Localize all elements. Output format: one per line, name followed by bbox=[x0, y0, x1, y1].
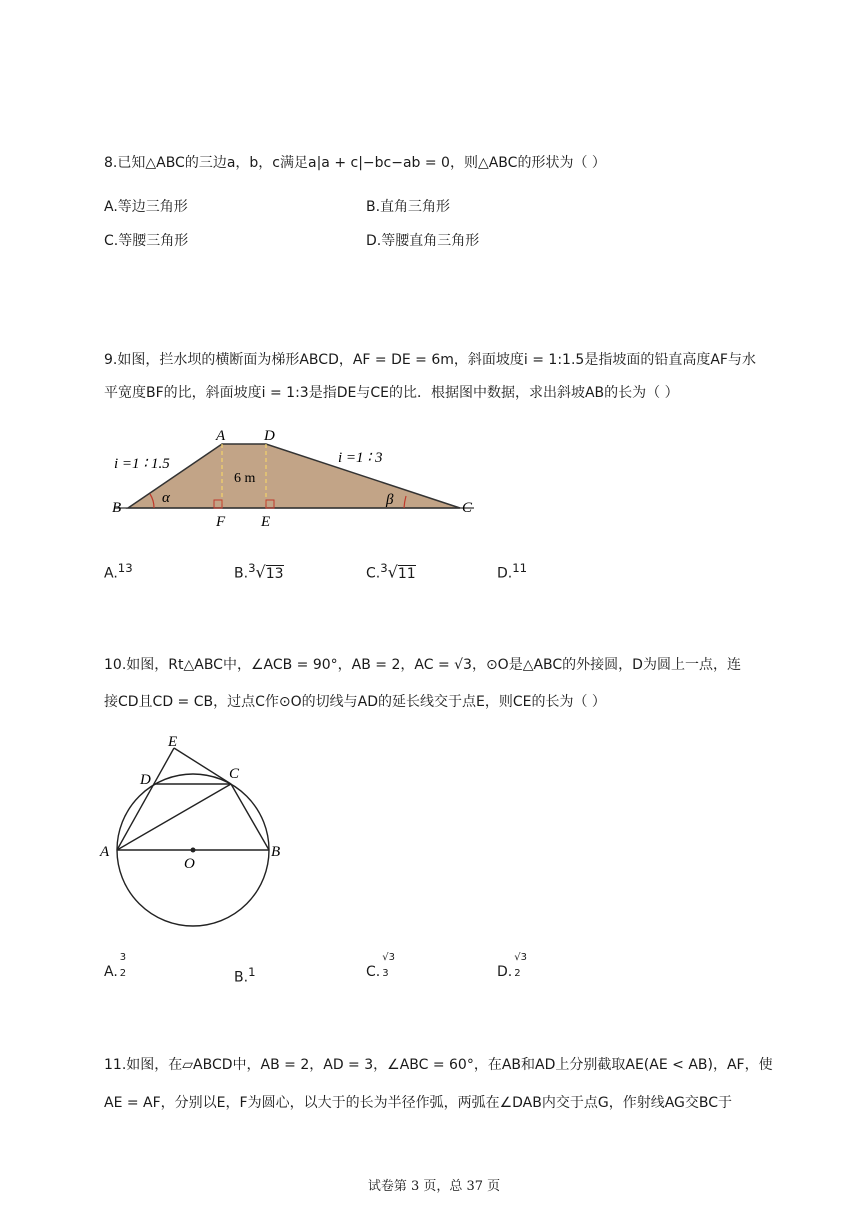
q8-option-b[interactable]: B.直角三角形 bbox=[366, 199, 451, 215]
q9-stem-line2: 平宽度BF的比，斜面坡度i = 1:3是指DE与CE的比．根据图中数据，求出斜坡AB的长为（ ） bbox=[104, 385, 679, 401]
q9-option-d-prefix: D. bbox=[497, 565, 513, 582]
label-e: E bbox=[168, 734, 178, 750]
sqrt-icon: √ bbox=[387, 562, 398, 582]
label-c: C bbox=[462, 500, 473, 516]
page-footer: 试卷第 3 页，总 37 页 bbox=[367, 1179, 501, 1194]
q10-option-d-num: √3 bbox=[514, 952, 527, 963]
label-e: E bbox=[261, 514, 271, 530]
chord-ac bbox=[117, 784, 231, 850]
chord-cb bbox=[231, 784, 269, 850]
label-height: 6 m bbox=[234, 471, 256, 486]
q10-option-c-fraction bbox=[380, 952, 395, 982]
label-a: A bbox=[100, 844, 110, 860]
q10-option-a-prefix: A. bbox=[104, 964, 118, 980]
q10-option-d-prefix: D. bbox=[497, 964, 513, 980]
label-d: D bbox=[264, 428, 275, 444]
q10-option-b-prefix: B. bbox=[234, 969, 249, 986]
tangent-ce bbox=[174, 748, 231, 784]
q9-option-a[interactable] bbox=[104, 558, 133, 584]
label-o: O bbox=[184, 856, 195, 872]
q9-option-c-coef: 3 bbox=[380, 561, 388, 575]
label-b: B bbox=[271, 844, 281, 860]
label-slope-right: i =1 ∶ 3 bbox=[338, 450, 383, 466]
label-a: A bbox=[216, 428, 226, 444]
q9-stem-line1: 9.如图，拦水坝的横断面为梯形ABCD，AF = DE = 6m，斜面坡度i = 1:1.5是指坡面的铅直高度AF与水 bbox=[104, 352, 756, 368]
q9-option-c-radicand: 11 bbox=[397, 565, 416, 582]
q10-option-c[interactable] bbox=[366, 952, 395, 982]
q10-option-c-den: 3 bbox=[382, 968, 389, 979]
q10-option-d-den: 2 bbox=[514, 968, 521, 979]
q11-stem-line1: 11.如图，在▱ABCD中，AB = 2，AD = 3，∠ABC = 60°，在AB和AD上分别截取AE(AE < AB)，AF，使 bbox=[104, 1057, 773, 1073]
q9-option-a-value: 13 bbox=[117, 561, 133, 575]
q10-option-a[interactable] bbox=[104, 952, 132, 982]
q10-option-a-den: 2 bbox=[119, 968, 127, 979]
q9-option-b-radicand: 13 bbox=[265, 565, 284, 582]
sqrt-icon: √ bbox=[255, 562, 266, 582]
q10-circle-figure bbox=[96, 730, 296, 930]
q10-option-d-fraction bbox=[512, 952, 527, 982]
q10-option-b-value: 1 bbox=[248, 965, 256, 979]
label-beta: β bbox=[386, 492, 394, 508]
q9-option-b[interactable] bbox=[234, 558, 284, 584]
dam-trapezoid bbox=[128, 444, 460, 508]
q9-option-c-prefix: C. bbox=[366, 565, 381, 582]
line-ae bbox=[117, 748, 174, 850]
q10-option-b[interactable] bbox=[234, 962, 255, 988]
q10-option-d[interactable] bbox=[497, 952, 527, 982]
q9-option-d-value: 11 bbox=[512, 561, 528, 575]
label-alpha: α bbox=[162, 490, 170, 506]
center-dot bbox=[191, 848, 196, 853]
q9-option-a-prefix: A. bbox=[104, 565, 118, 582]
q8-option-d[interactable]: D.等腰直角三角形 bbox=[366, 233, 480, 249]
q10-option-a-num: 3 bbox=[119, 952, 127, 963]
q11-stem-line2: AE = AF，分别以E，F为圆心，以大于的长为半径作弧，两弧在∠DAB内交于点G，作射线AG交BC于 bbox=[104, 1095, 733, 1111]
label-c: C bbox=[229, 766, 240, 782]
q8-stem: 8.已知△ABC的三边a，b，c满足a|a + c|−bc−ab = 0，则△ABC的形状为（ ） bbox=[104, 155, 606, 171]
q10-option-a-fraction bbox=[118, 952, 132, 982]
q9-option-b-coef: 3 bbox=[248, 561, 256, 575]
q9-dam-figure bbox=[100, 420, 490, 532]
label-d: D bbox=[140, 772, 151, 788]
label-slope-left: i =1 ∶ 1.5 bbox=[114, 456, 170, 472]
q10-stem-line1: 10.如图，Rt△ABC中，∠ACB = 90°，AB = 2，AC = √3，⊙O是△ABC的外接圆，D为圆上一点，连 bbox=[104, 657, 741, 673]
q8-option-a[interactable]: A.等边三角形 bbox=[104, 199, 188, 215]
label-b: B bbox=[112, 500, 122, 516]
q9-option-d[interactable] bbox=[497, 558, 527, 584]
q8-option-c[interactable]: C.等腰三角形 bbox=[104, 233, 189, 249]
q10-stem-line2: 接CD且CD = CB，过点C作⊙O的切线与AD的延长线交于点E，则CE的长为（ ） bbox=[104, 694, 606, 710]
q10-option-c-num: √3 bbox=[382, 952, 395, 963]
q9-option-c[interactable] bbox=[366, 558, 416, 584]
q9-option-b-prefix: B. bbox=[234, 565, 249, 582]
label-f: F bbox=[216, 514, 226, 530]
q10-option-c-prefix: C. bbox=[366, 964, 381, 980]
